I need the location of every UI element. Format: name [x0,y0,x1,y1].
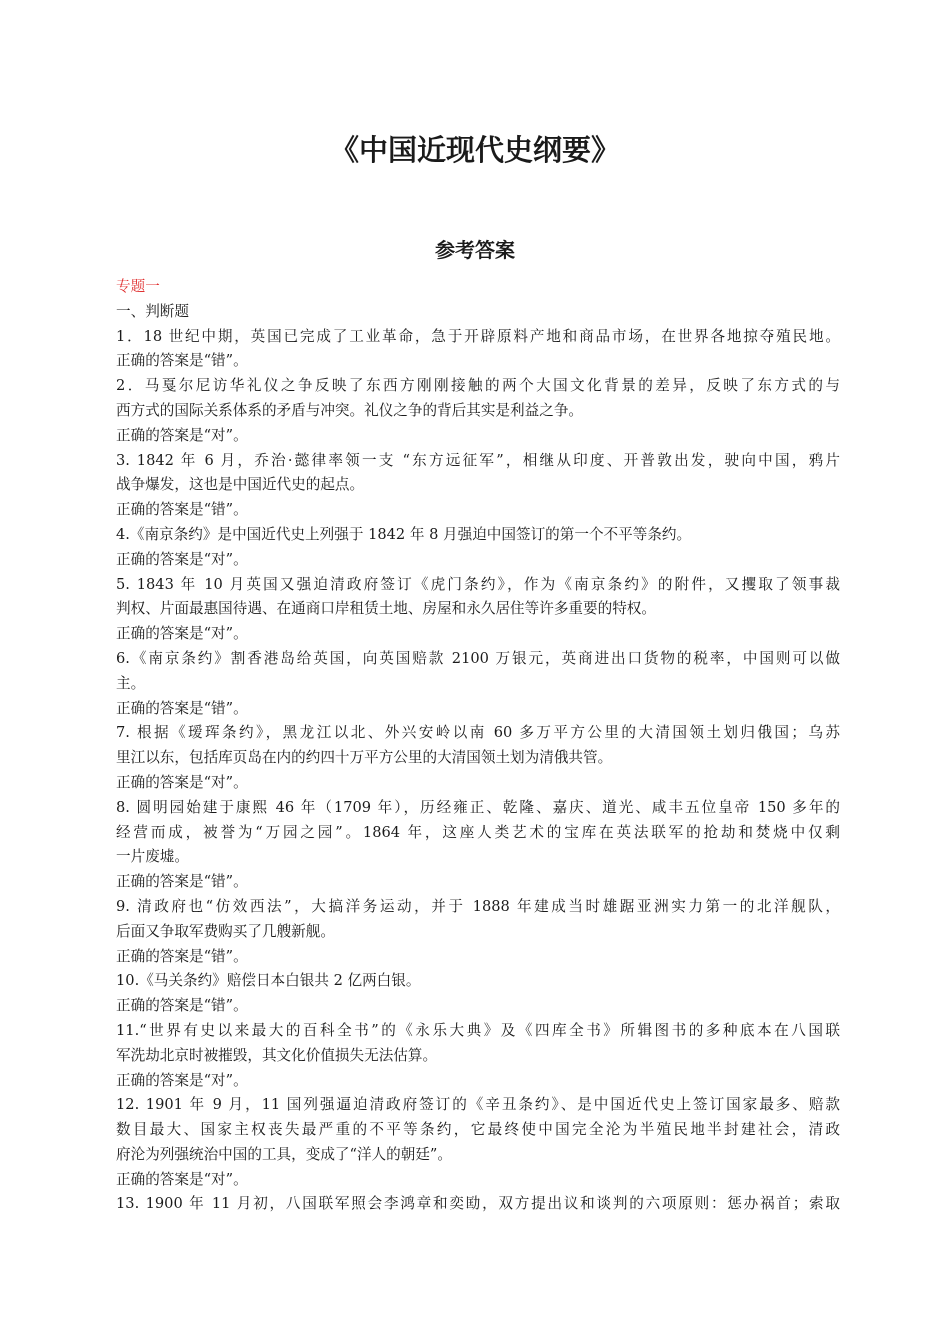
text-line: 经营而成，被誉为“万园之园”。1864 年，这座人类艺术的宝库在英法联军的抢劫和焚烧中仅剩 [116,823,840,841]
text-line: 1．18 世纪中期，英国已完成了工业革命，急于开辟原料产地和商品市场，在世界各地掠夺殖民地。 [116,327,840,345]
text-line: 正确的答案是“错”。 [116,947,248,965]
text-line: 正确的答案是“错”。 [116,997,248,1015]
text-line: 4.《南京条约》是中国近代史上列强于 1842 年 8 月强迫中国签订的第一个不平等条约。 [116,525,692,543]
text-line: 战争爆发，这也是中国近代史的起点。 [116,476,365,494]
text-line: 13. 1900 年 11 月初，八国联军照会李鸿章和奕劻，双方提出议和谈判的六项原则：惩办祸首；索取 [116,1195,840,1213]
text-line: 正确的答案是“错”。 [116,352,248,370]
text-line: 西方式的国际关系体系的矛盾与冲突。礼仪之争的背后其实是利益之争。 [116,401,584,419]
text-line: 正确的答案是“错”。 [116,699,248,717]
text-line: 后面又争取军费购买了几艘新舰。 [116,922,335,940]
text-line: 正确的答案是“对”。 [116,426,248,444]
section-heading: 一、判断题 [116,302,189,320]
text-line: 5. 1843 年 10 月英国又强迫清政府签订《虎门条约》，作为《南京条约》的附件，又攫取了领事裁 [116,575,840,593]
text-line: 3. 1842 年 6 月，乔治·懿律率领一支 “东方远征军”，相继从印度、开普敦出发，驶向中国，鸦片 [116,451,840,469]
text-line: 正确的答案是“错”。 [116,873,248,891]
text-line: 12. 1901 年 9 月，11 国列强逼迫清政府签订的《辛丑条约》、是中国近代史上签订国家最多、赔款 [116,1096,840,1114]
text-line: 正确的答案是“对”。 [116,1170,248,1188]
text-line: 正确的答案是“对”。 [116,625,248,643]
text-line: 2．马戛尔尼访华礼仪之争反映了东西方刚刚接触的两个大国文化背景的差异，反映了东方式的与 [116,377,840,395]
text-line: 9. 清政府也“仿效西法”，大搞洋务运动，并于 1888 年建成当时雄踞亚洲实力第一的北洋舰队， [116,897,840,915]
text-line: 8. 圆明园始建于康熙 46 年（1709 年），历经雍正、乾隆、嘉庆、道光、咸丰五位皇帝 150 多年的 [116,798,840,816]
text-line: 7. 根据《瑷珲条约》，黑龙江以北、外兴安岭以南 60 多万平方公里的大清国领土划归俄国；乌苏 [116,724,840,742]
question-list [116,325,840,1218]
text-line: 军洗劫北京时被摧毁，其文化价值损失无法估算。 [116,1046,438,1064]
text-line: 正确的答案是“对”。 [116,550,248,568]
text-line: 主。 [116,674,146,692]
document-title: 《中国近现代史纲要》 [329,133,620,167]
text-line: 数目最大、国家主权丧失最严重的不平等条约，它最终使中国完全沦为半殖民地半封建社会，清政 [116,1121,840,1139]
text-line: 正确的答案是“对”。 [116,773,248,791]
text-line: 11.“世界有史以来最大的百科全书”的《永乐大典》及《四库全书》所辑图书的多种底本在八国联 [116,1021,840,1039]
text-line: 10.《马关条约》赔偿日本白银共 2 亿两白银。 [116,972,421,990]
topic-heading: 专题一 [116,278,160,295]
text-line: 府沦为列强统治中国的工具，变成了“洋人的朝廷”。 [116,1145,452,1163]
document-body [116,275,840,1217]
text-line: 正确的答案是“错”。 [116,501,248,519]
document-subtitle: 参考答案 [435,238,515,262]
text-line: 正确的答案是“对”。 [116,1071,248,1089]
text-line: 里江以东，包括库页岛在内的约四十万平方公里的大清国领土划为清俄共管。 [116,749,613,767]
text-line: 判权、片面最惠国待遇、在通商口岸租赁土地、房屋和永久居住等许多重要的特权。 [116,600,656,618]
text-line: 一片废墟。 [116,848,189,866]
text-line: 6.《南京条约》割香港岛给英国，向英国赔款 2100 万银元，英商进出口货物的税率，中国则可以做 [116,649,840,667]
